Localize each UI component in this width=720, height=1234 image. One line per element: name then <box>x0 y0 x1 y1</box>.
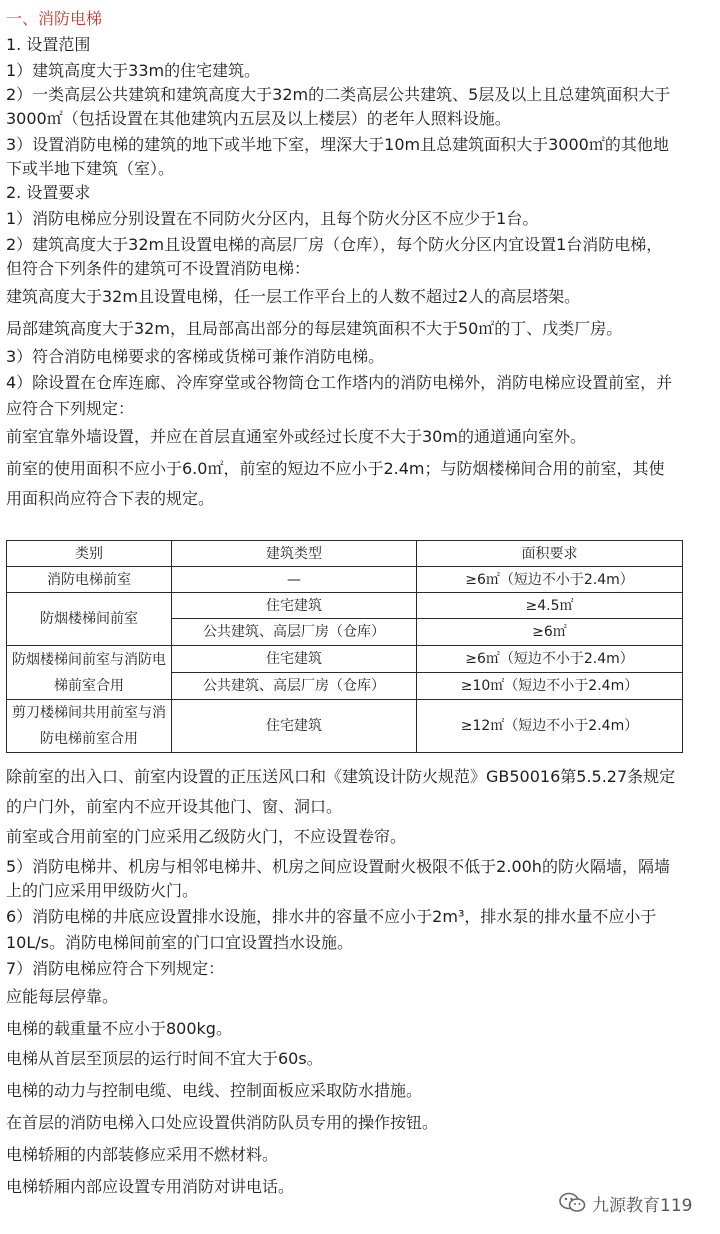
watermark-text: 九源教育119 <box>592 1195 693 1216</box>
table-row <box>7 567 683 593</box>
table-row <box>7 593 683 619</box>
text-line: 1）建筑高度大于33m的住宅建筑。 <box>6 61 261 80</box>
text-line: 3）设置消防电梯的建筑的地下或半地下室，埋深大于10m且总建筑面积大于3000㎡的其他地 <box>6 135 669 154</box>
table-header: 类别 <box>7 541 172 567</box>
text-line: 7）消防电梯应符合下列规定： <box>6 959 225 978</box>
table-cell-category: 剪刀楼梯间共用前室与消防电梯前室合用 <box>7 700 172 753</box>
text-line: 2）一类高层公共建筑和建筑高度大于32m的二类高层公共建筑、5层及以上且总建筑面积大于 <box>6 85 671 104</box>
text-line: 建筑高度大于32m且设置电梯，任一层工作平台上的人数不超过2人的高层塔架。 <box>6 287 581 306</box>
table-cell-category: 消防电梯前室 <box>7 567 172 593</box>
table-cell-type: — <box>172 567 417 593</box>
section-heading: 一、消防电梯 <box>6 9 103 28</box>
text-line: 电梯轿厢内部应设置专用消防对讲电话。 <box>6 1177 295 1196</box>
text-line: 电梯的载重量不应小于800kg。 <box>6 1019 232 1038</box>
table-cell-area: ≥6㎡（短边不小于2.4m） <box>417 646 683 673</box>
text-line: 局部建筑高度大于32m，且局部高出部分的每层建筑面积不大于50㎡的丁、戊类厂房。 <box>6 319 623 338</box>
table-row <box>7 700 683 753</box>
table-cell-type: 住宅建筑 <box>172 646 417 673</box>
text-line: 前室宜靠外墙设置，并应在首层直通室外或经过长度不大于30m的通道通向室外。 <box>6 427 586 446</box>
text-line: 1）消防电梯应分别设置在不同防火分区内，且每个防火分区不应少于1台。 <box>6 209 539 228</box>
text-line: 2. 设置要求 <box>6 183 91 202</box>
table-cell-area: ≥12㎡（短边不小于2.4m） <box>417 700 683 753</box>
text-line: 2）建筑高度大于32m且设置电梯的高层厂房（仓库），每个防火分区内宜设置1台消防电梯， <box>6 235 663 254</box>
table-cell-type: 住宅建筑 <box>172 593 417 619</box>
table-cell-category: 防烟楼梯间前室与消防电梯前室合用 <box>7 646 172 700</box>
text-line: 3）符合消防电梯要求的客梯或货梯可兼作消防电梯。 <box>6 347 385 366</box>
area-requirements-table <box>6 540 683 753</box>
text-line: 电梯从首层至顶层的运行时间不宜大于60s。 <box>6 1049 323 1068</box>
text-line: 电梯的动力与控制电缆、电线、控制面板应采取防水措施。 <box>6 1081 423 1100</box>
table-cell-area: ≥6㎡ <box>417 619 683 646</box>
text-line: 4）除设置在仓库连廊、冷库穿堂或谷物筒仓工作塔内的消防电梯外，消防电梯应设置前室，并 <box>6 373 673 392</box>
table-header: 面积要求 <box>417 541 683 567</box>
text-line: 3000㎡（包括设置在其他建筑内五层及以上楼层）的老年人照料设施。 <box>6 109 511 128</box>
text-line: 5）消防电梯井、机房与相邻电梯井、机房之间应设置耐火极限不低于2.00h的防火隔墙，隔墙 <box>6 857 670 876</box>
text-line: 用面积尚应符合下表的规定。 <box>6 489 215 508</box>
table-cell-type: 公共建筑、高层厂房（仓库） <box>172 619 417 646</box>
table-cell-area: ≥4.5㎡ <box>417 593 683 619</box>
text-line: 1. 设置范围 <box>6 35 91 54</box>
text-line: 10L/s。消防电梯间前室的门口宜设置挡水设施。 <box>6 933 354 952</box>
table-cell-type: 住宅建筑 <box>172 700 417 753</box>
text-line: 上的门应采用甲级防火门。 <box>6 881 199 900</box>
table-cell-category: 防烟楼梯间前室 <box>7 593 172 646</box>
text-line: 应符合下列规定： <box>6 399 135 418</box>
text-line: 应能每层停靠。 <box>6 987 119 1006</box>
table-cell-area: ≥10㎡（短边不小于2.4m） <box>417 673 683 700</box>
text-line: 的户门外，前室内不应开设其他门、窗、洞口。 <box>6 797 343 816</box>
wechat-icon <box>558 1191 586 1215</box>
table-row <box>7 646 683 673</box>
table-cell-area: ≥6㎡（短边不小于2.4m） <box>417 567 683 593</box>
text-line: 电梯轿厢的内部装修应采用不燃材料。 <box>6 1145 279 1164</box>
table-cell-type: 公共建筑、高层厂房（仓库） <box>172 673 417 700</box>
text-line: 前室或合用前室的门应采用乙级防火门，不应设置卷帘。 <box>6 827 407 846</box>
text-line: 在首层的消防电梯入口处应设置供消防队员专用的操作按钮。 <box>6 1113 439 1132</box>
text-line: 前室的使用面积不应小于6.0㎡，前室的短边不应小于2.4m；与防烟楼梯间合用的前室，其使 <box>6 459 665 478</box>
watermark <box>558 1188 718 1218</box>
text-line: 6）消防电梯的井底应设置排水设施，排水井的容量不应小于2m³，排水泵的排水量不应小于 <box>6 907 657 926</box>
text-line: 除前室的出入口、前室内设置的正压送风口和《建筑设计防火规范》GB50016第5.5.27条规定 <box>6 767 676 786</box>
table-header: 建筑类型 <box>172 541 417 567</box>
text-line: 但符合下列条件的建筑可不设置消防电梯： <box>6 259 311 278</box>
text-line: 下或半地下建筑（室）。 <box>6 159 175 178</box>
